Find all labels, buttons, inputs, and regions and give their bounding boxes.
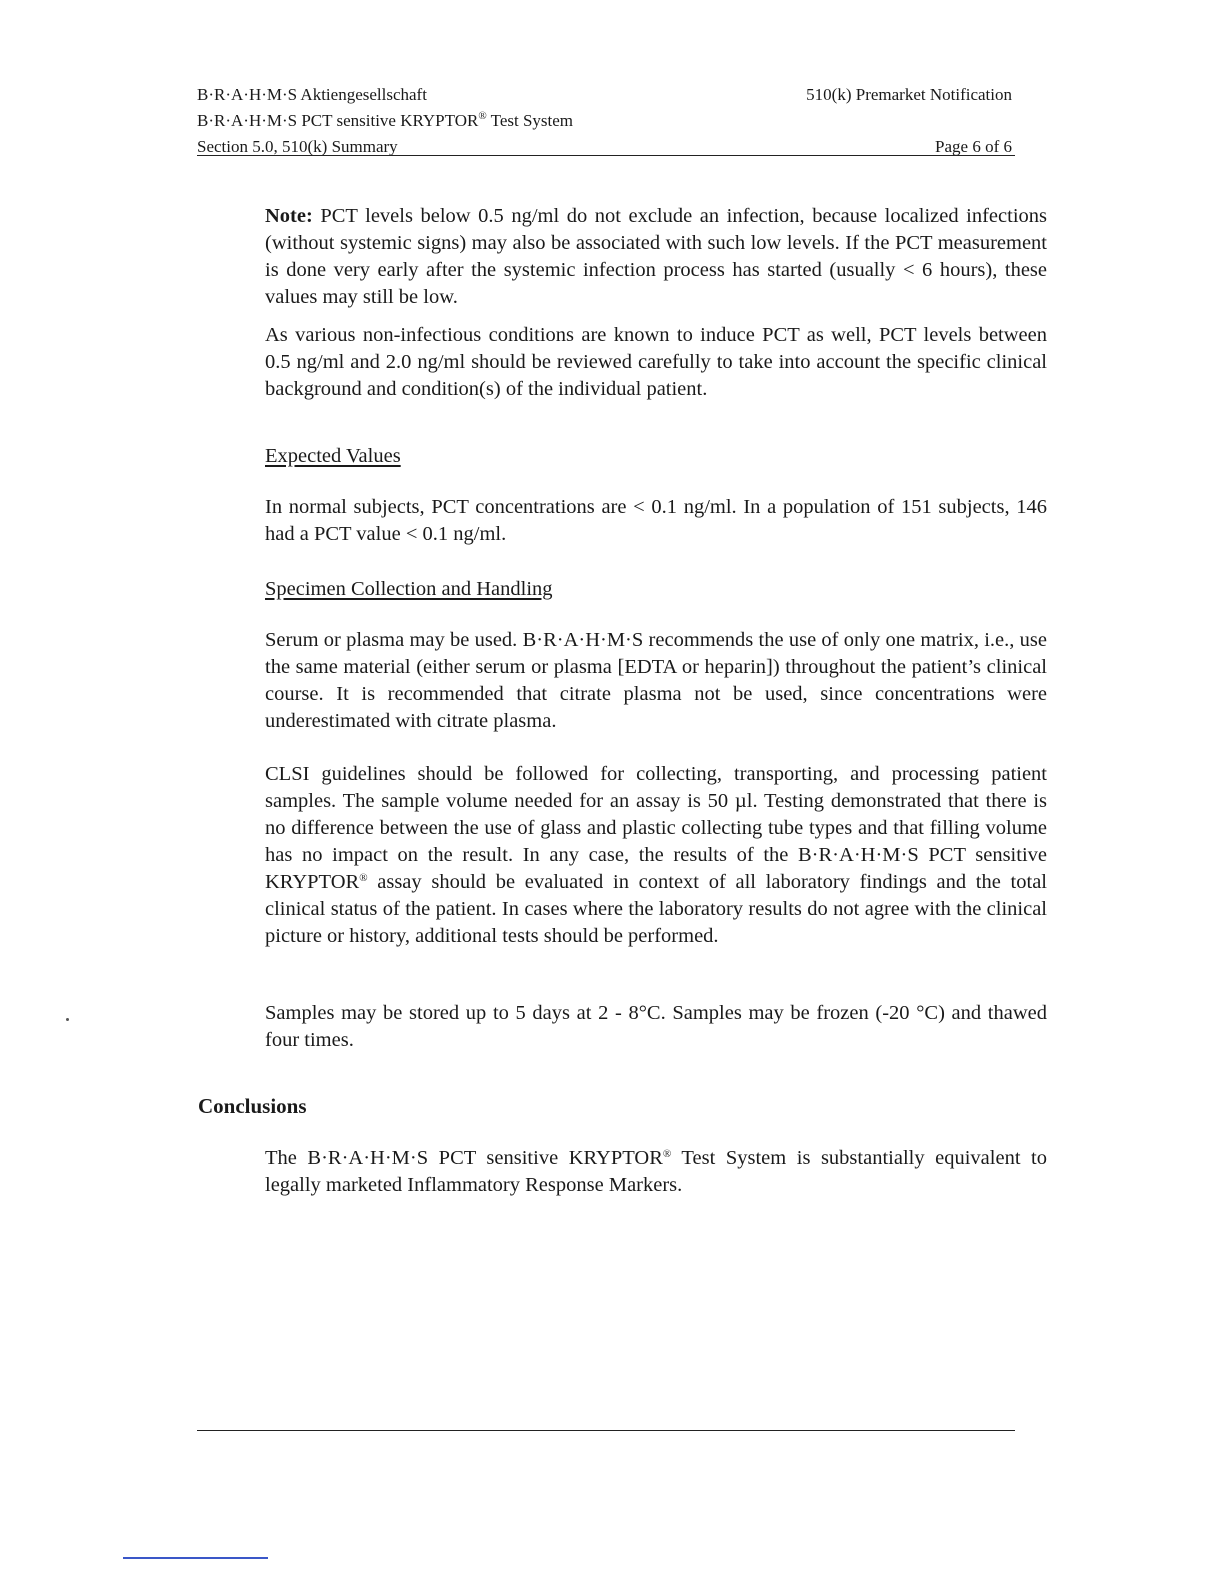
header-line-3	[197, 134, 1015, 160]
note-label: Note:	[265, 205, 313, 227]
note-text: PCT levels below 0.5 ng/ml do not exclude an infection, because localized infections (without systemic signs) may also be associated with such low levels. If the PCT measurement is done very early after the systemic infection process has started (usually < 6 hours), these values may still be low.	[265, 205, 1047, 308]
clsi-text-part-1: CLSI guidelines should be followed for collecting, transporting, and processing patient samples. The sample volume needed for an assay is 50 µl. Testing demonstrated that there is no difference between the use of glass and plastic collecting tube types and that filling volume has no impact on the result. In any case, the results of the B·R·A·H·M·S PCT sensitive KRYPTOR	[265, 763, 1047, 893]
section-label: Section 5.0, 510(k) Summary	[197, 137, 398, 156]
conclusion-text-part-1: The B·R·A·H·M·S PCT sensitive KRYPTOR	[265, 1147, 663, 1169]
noninfectious-paragraph: As various non-infectious conditions are known to induce PCT as well, PCT levels between 0.5 ng/ml and 2.0 ng/ml should be reviewed carefully to take into account the specific clinical background and condition(s) of the individual patient.	[265, 324, 1047, 400]
header-rule	[197, 155, 1015, 156]
storage-paragraph: Samples may be stored up to 5 days at 2 - 8°C. Samples may be frozen (-20 °C) and thawed four times.	[265, 1002, 1047, 1051]
footer-rule	[197, 1430, 1015, 1431]
conclusion-registered-mark: ®	[662, 1148, 672, 1160]
product-name-suffix: Test System	[486, 111, 574, 130]
product-name	[197, 111, 573, 130]
specimen-heading-text: Specimen Collection and Handling	[265, 578, 553, 600]
specimen-heading	[265, 576, 1047, 603]
expected-values-heading	[265, 443, 1047, 470]
bottom-blue-line	[123, 1557, 268, 1559]
clsi-registered-mark: ®	[359, 872, 368, 884]
document-type: 510(k) Premarket Notification	[806, 85, 1012, 104]
clsi-text-part-2: assay should be evaluated in context of all laboratory findings and the total clinical status of the patient. In cases where the laboratory results do not agree with the clinical picture or history, additional tests should be performed.	[265, 871, 1047, 947]
expected-values-heading-text: Expected Values	[265, 445, 401, 467]
conclusion-text-part-2: Test System is substantially equivalent to legally marketed Inflammatory Response Markers.	[265, 1147, 1047, 1196]
specimen-paragraph: Serum or plasma may be used. B·R·A·H·M·S recommends the use of only one matrix, i.e., use the same material (either serum or plasma [EDTA or heparin]) throughout the patient’s clinical course. It is recommended that citrate plasma not be used, since concentrations were underestimated with citrate plasma.	[265, 629, 1047, 732]
page-number: Page 6 of 6	[935, 137, 1012, 156]
company-name: B·R·A·H·M·S Aktiengesellschaft	[197, 85, 427, 104]
page-header	[197, 82, 1015, 160]
note-paragraph	[265, 203, 1047, 311]
product-name-prefix: B·R·A·H·M·S PCT sensitive KRYPTOR	[197, 111, 479, 130]
clsi-paragraph	[265, 761, 1047, 950]
conclusion-paragraph	[265, 1145, 1047, 1199]
expected-values-paragraph: In normal subjects, PCT concentrations are < 0.1 ng/ml. In a population of 151 subjects, 146 had a PCT value < 0.1 ng/ml.	[265, 496, 1047, 545]
header-line-1	[197, 82, 1015, 108]
header-line-2	[197, 108, 1015, 134]
scan-speck	[66, 1018, 69, 1021]
conclusions-heading: Conclusions	[198, 1094, 307, 1118]
registered-mark: ®	[478, 110, 487, 122]
